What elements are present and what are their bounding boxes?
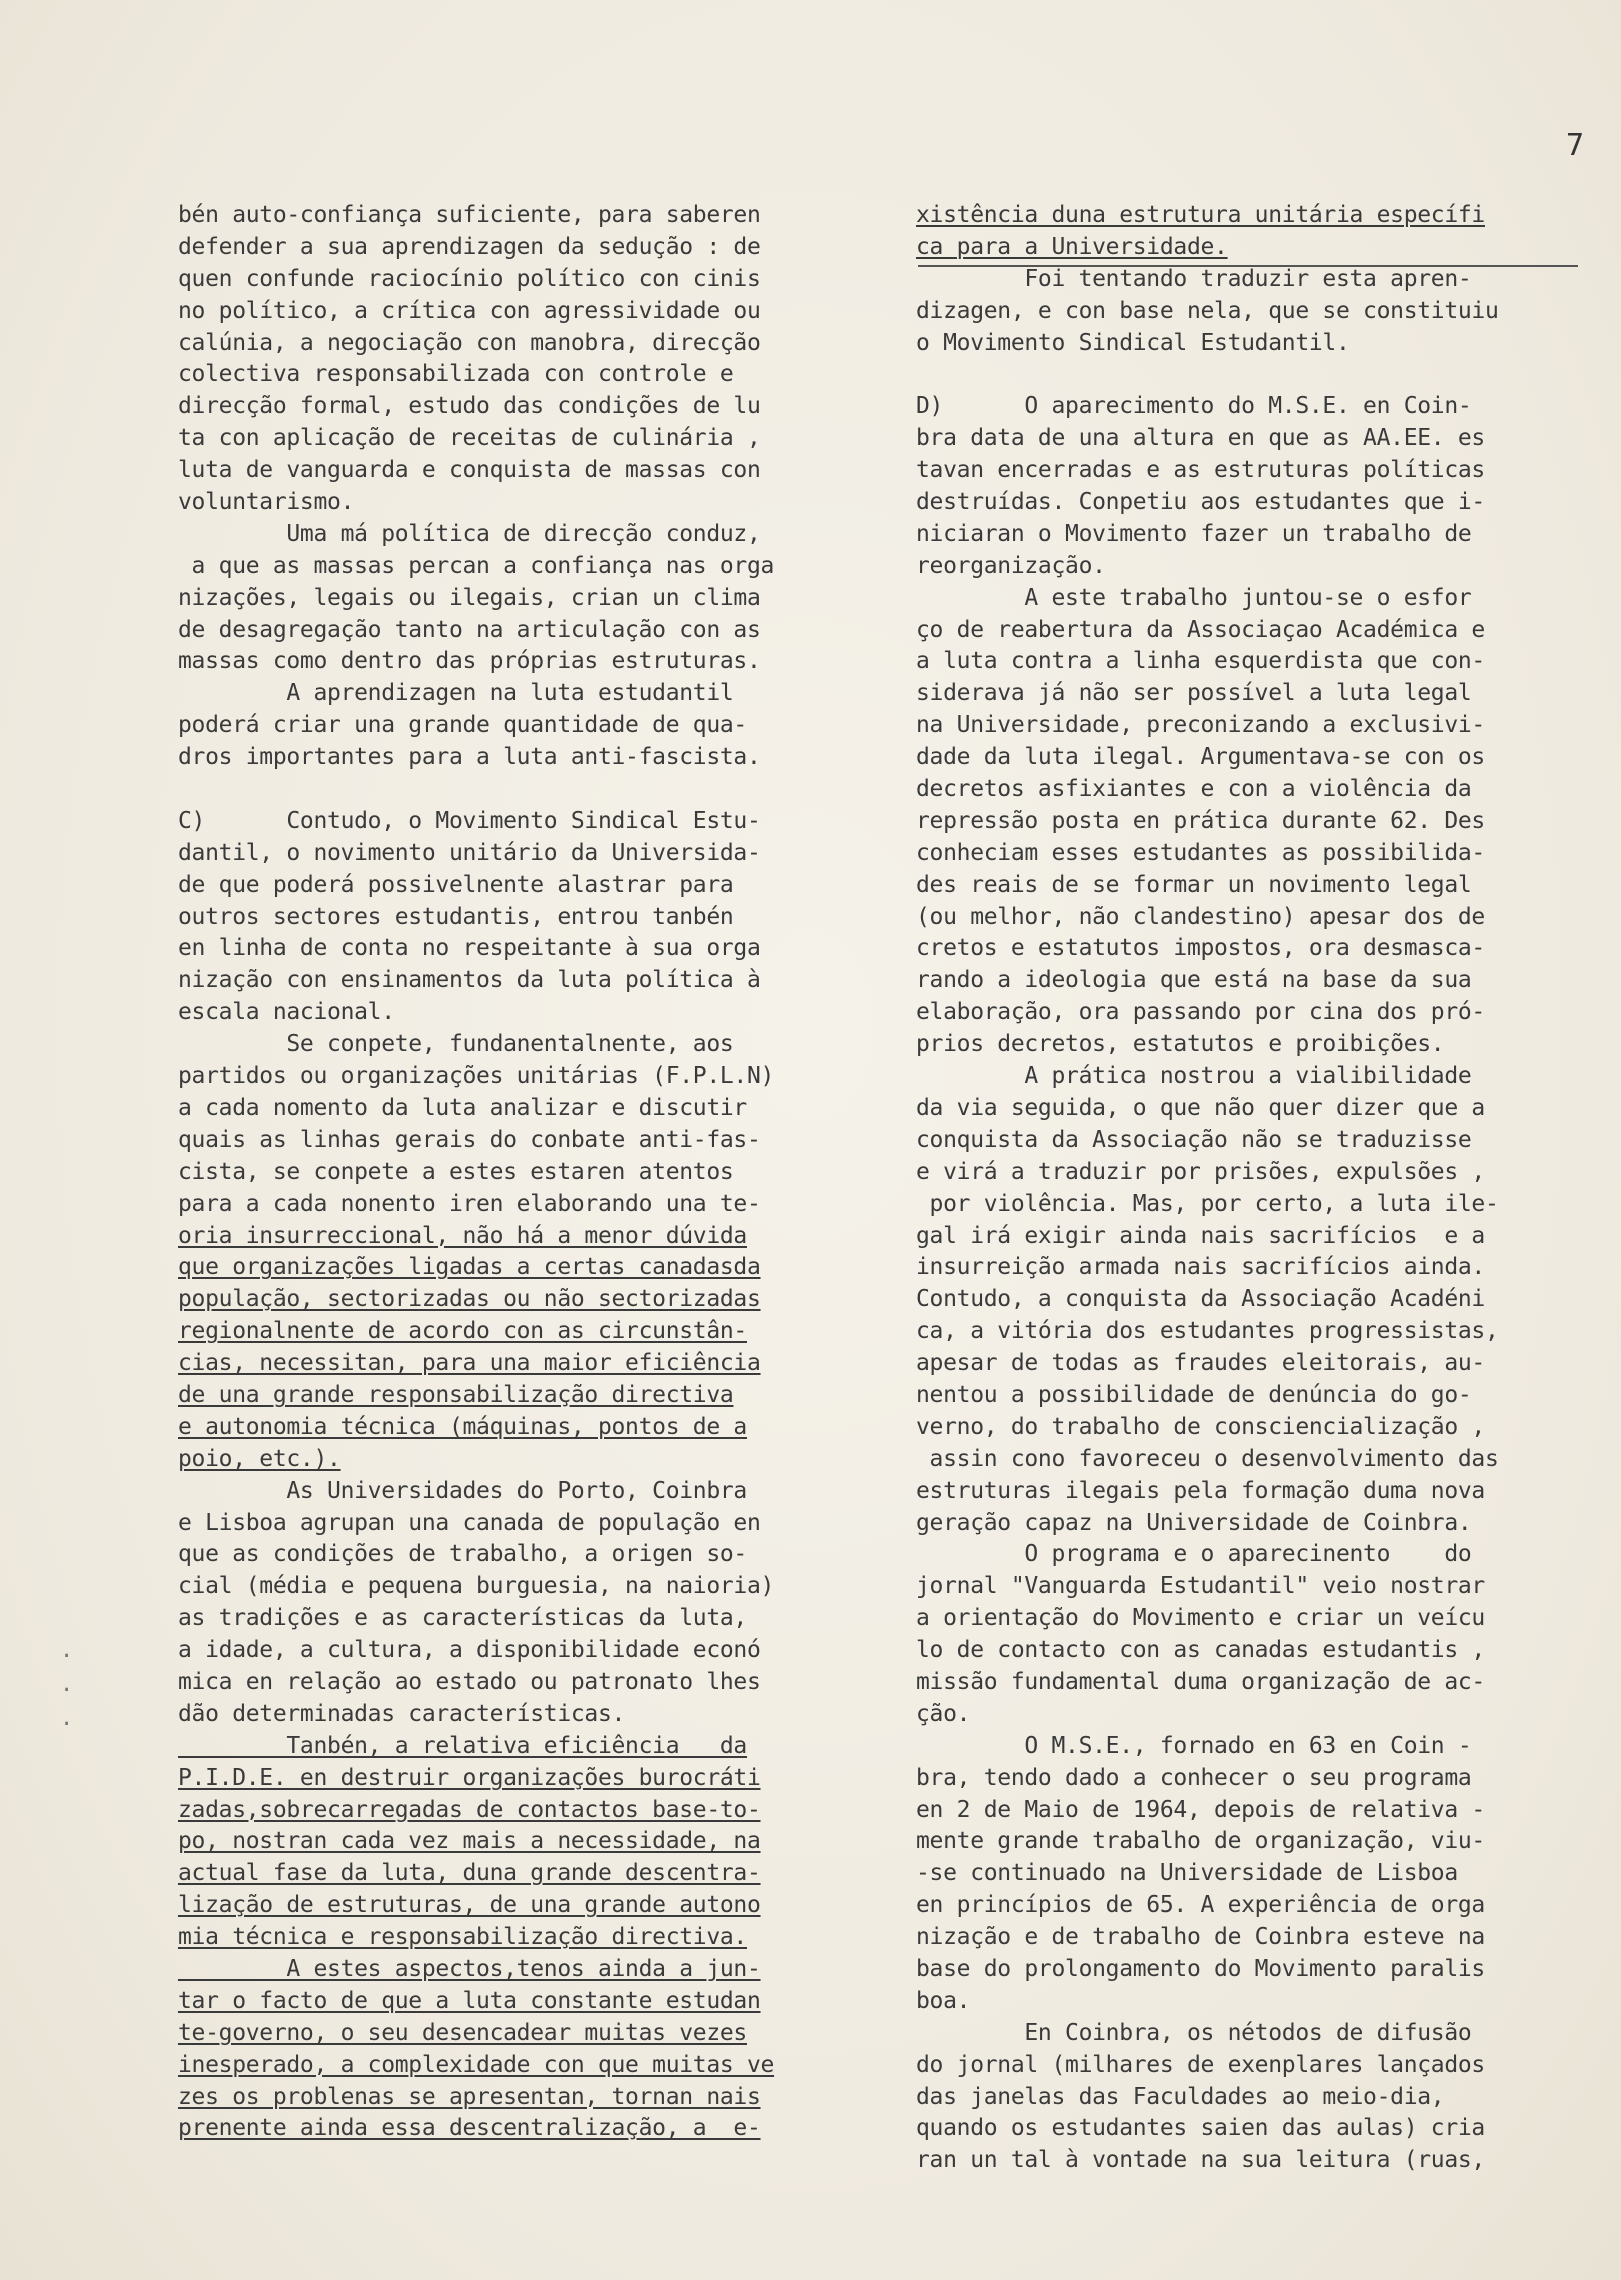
left-column-line: nizações, legais ou ilegais, crian un clima <box>178 584 761 611</box>
left-column-line: calúnia, a negociação con manobra, direcção <box>178 329 761 356</box>
right-column-line: O programa e o aparecinento do <box>916 1541 1472 1568</box>
left-column-line: população, sectorizadas ou não sectorizadas <box>178 1286 761 1313</box>
right-column-line: A este trabalho juntou-se o esfor <box>916 584 1472 611</box>
right-column-line: a orientação do Movimento e criar un veícu <box>916 1605 1485 1632</box>
left-column-line: poio, etc.). <box>178 1445 341 1472</box>
left-column-line: a cada nomento da luta analizar e discutir <box>178 1094 747 1121</box>
right-column-line: En Coinbra, os nétodos de difusão <box>916 2019 1472 2046</box>
left-column-line: quais as linhas gerais do conbate anti-fas- <box>178 1126 761 1153</box>
left-column-line: que organizações ligadas a certas canadasda <box>178 1254 761 1281</box>
right-column-line: verno, do trabalho de consciencialização , <box>916 1413 1485 1440</box>
left-column-line: direcção formal, estudo das condições de lu <box>178 393 761 420</box>
right-column-line: na Universidade, preconizando a exclusivi- <box>916 712 1485 739</box>
right-column-line: rando a ideologia que está na base da sua <box>916 967 1472 994</box>
left-column-line: a que as massas percan a confiança nas orga <box>178 552 775 579</box>
right-column-line: ca para a Universidade. <box>916 233 1228 260</box>
right-column-line: assin cono favoreceu o desenvolvimento das <box>916 1445 1499 1472</box>
right-column-line <box>916 359 1596 391</box>
right-column-line: estruturas ilegais pela formação duma nova <box>916 1477 1485 1504</box>
left-column-line: quen confunde raciocínio político con cinis <box>178 265 761 292</box>
right-column-line: das janelas das Faculdades ao meio-dia, <box>916 2083 1445 2110</box>
right-column-line: tavan encerradas e as estruturas políticas <box>916 457 1485 484</box>
right-column-line: quando os estudantes saien das aulas) cria <box>916 2115 1485 2142</box>
right-column-line: e virá a traduzir por prisões, expulsões , <box>916 1158 1485 1185</box>
right-column-line: cretos e estatutos impostos, ora desmasca- <box>916 935 1485 962</box>
right-column-line: repressão posta en prática durante 62. Des <box>916 807 1485 834</box>
right-column-line: prios decretos, estatutos e proibições. <box>916 1031 1445 1058</box>
left-column-line: as tradições e as características da luta, <box>178 1605 747 1632</box>
left-text-column <box>178 200 868 2145</box>
right-column-line: elaboração, ora passando por cina dos pró- <box>916 999 1485 1026</box>
right-column-line: bra data de una altura en que as AA.EE. es <box>916 425 1485 452</box>
left-column-line: que as condições de trabalho, a origen so- <box>178 1541 747 1568</box>
left-column-line: voluntarismo. <box>178 489 355 516</box>
left-column-line: outros sectores estudantis, entrou tanbén <box>178 903 734 930</box>
right-column-line: en princípios de 65. A experiência de orga <box>916 1892 1485 1919</box>
left-column-line: P.I.D.E. en destruir organizações burocráti <box>178 1764 761 1791</box>
left-column-line: en linha de conta no respeitante à sua orga <box>178 935 761 962</box>
right-column-line: ço de reabertura da Associaçao Académica e <box>916 616 1485 643</box>
right-column-line: da via seguida, o que não quer dizer que a <box>916 1094 1485 1121</box>
right-column-line: ca, a vitória dos estudantes progressistas, <box>916 1318 1499 1345</box>
right-column-line: D) O aparecimento do M.S.E. en Coin- <box>916 393 1472 420</box>
right-column-line: dizagen, e con base nela, que se constituiu <box>916 297 1499 324</box>
left-column-line: ta con aplicação de receitas de culinária , <box>178 425 761 452</box>
left-column-line: actual fase da luta, duna grande descentra- <box>178 1860 761 1887</box>
left-column-line: dantil, o novimento unitário da Universida- <box>178 839 761 866</box>
margin-punch-marks: · · · <box>60 1644 74 1737</box>
right-column-line: des reais de se formar un novimento legal <box>916 871 1472 898</box>
left-column-line: de desagregação tanto na articulação con as <box>178 616 761 643</box>
right-column-line: do jornal (milhares de exenplares lançados <box>916 2051 1485 2078</box>
right-text-column <box>916 200 1596 2177</box>
right-column-line: Foi tentando traduzir esta apren- <box>916 265 1472 292</box>
page-number: 7 <box>1566 128 1585 163</box>
right-column-line: jornal "Vanguarda Estudantil" veio nostrar <box>916 1573 1485 1600</box>
left-column-line: Tanbén, a relativa eficiência da <box>178 1732 747 1759</box>
right-column-line: geração capaz na Universidade de Coinbra. <box>916 1509 1472 1536</box>
right-column-line: bra, tendo dado a conhecer o seu programa <box>916 1764 1472 1791</box>
right-column-line: insurreição armada nais sacrifícios ainda. <box>916 1254 1485 1281</box>
left-column-line: escala nacional. <box>178 999 395 1026</box>
left-column-line: te-governo, o seu desencadear muitas vezes <box>178 2019 747 2046</box>
right-column-line: A prática nostrou a vialibilidade <box>916 1063 1472 1090</box>
left-column-line: regionalnente de acordo con as circunstân- <box>178 1318 747 1345</box>
left-column-line: de que poderá possivelnente alastrar para <box>178 871 734 898</box>
left-column-line: A aprendizagen na luta estudantil <box>178 680 734 707</box>
right-column-line: missão fundamental duma organização de ac- <box>916 1668 1485 1695</box>
right-column-line: dade da luta ilegal. Argumentava-se con os <box>916 744 1485 771</box>
left-column-line: colectiva responsabilizada con controle e <box>178 361 734 388</box>
right-column-line: Contudo, a conquista da Associação Acadéni <box>916 1286 1485 1313</box>
right-column-line: o Movimento Sindical Estudantil. <box>916 329 1350 356</box>
left-column-line: partidos ou organizações unitárias (F.P.L.N) <box>178 1063 775 1090</box>
left-column-line: prenente ainda essa descentralização, a e- <box>178 2115 761 2142</box>
right-column-line: decretos asfixiantes e con a violência da <box>916 776 1472 803</box>
right-column-line: lo de contacto con as canadas estudantis , <box>916 1637 1485 1664</box>
right-column-line: conheciam esses estudantes as possibilida- <box>916 839 1485 866</box>
left-column-line: Se conpete, fundanentalnente, aos <box>178 1031 734 1058</box>
left-column-line: cial (média e pequena burguesia, na naioria) <box>178 1573 775 1600</box>
left-column-line: inesperado, a complexidade con que muitas ve <box>178 2051 775 2078</box>
right-column-line: ran un tal à vontade na sua leitura (ruas, <box>916 2147 1485 2174</box>
right-column-line: ção. <box>916 1700 971 1727</box>
left-column-line: cista, se conpete a estes estaren atentos <box>178 1158 734 1185</box>
left-column-line: cias, necessitan, para una maior eficiência <box>178 1350 761 1377</box>
left-column-line: C) Contudo, o Movimento Sindical Estu- <box>178 807 761 834</box>
left-column-line: Uma má política de direcção conduz, <box>178 520 761 547</box>
right-column-line: gal irá exigir ainda nais sacrifícios e a <box>916 1222 1485 1249</box>
left-column-line: nização con ensinamentos da luta política à <box>178 967 761 994</box>
left-column-line: para a cada nonento iren elaborando una te- <box>178 1190 761 1217</box>
left-column-line: mia técnica e responsabilização directiva. <box>178 1924 747 1951</box>
left-column-line: poderá criar una grande quantidade de qua- <box>178 712 747 739</box>
right-column-line: nentou a possibilidade de denúncia do go- <box>916 1381 1472 1408</box>
right-column-line: por violência. Mas, por certo, a luta ile- <box>916 1190 1499 1217</box>
left-column-line: de una grande responsabilização directiva <box>178 1381 734 1408</box>
right-column-line: niciaran o Movimento fazer un trabalho de <box>916 520 1472 547</box>
right-column-line: nização e de trabalho de Coinbra esteve na <box>916 1924 1485 1951</box>
left-column-line: defender a sua aprendizagen da sedução : de <box>178 233 761 260</box>
right-column-line: O M.S.E., fornado en 63 en Coin - <box>916 1732 1472 1759</box>
right-column-line: base do prolongamento do Movimento paralis <box>916 1955 1485 1982</box>
left-column-line: dros importantes para a luta anti-fascista. <box>178 744 761 771</box>
right-column-line: conquista da Associação não se traduzisse <box>916 1126 1472 1153</box>
left-column-line: mica en relação ao estado ou patronato lhes <box>178 1668 761 1695</box>
left-column-line: po, nostran cada vez mais a necessidade, na <box>178 1828 761 1855</box>
left-column-line: zes os problenas se apresentan, tornan nais <box>178 2083 761 2110</box>
left-column-line: tar o facto de que a luta constante estudan <box>178 1987 761 2014</box>
left-column-line: massas como dentro das próprias estruturas. <box>178 648 761 675</box>
left-column-line: dão determinadas características. <box>178 1700 626 1727</box>
left-column-line: zadas,sobrecarregadas de contactos base-to- <box>178 1796 761 1823</box>
left-column-line: a idade, a cultura, a disponibilidade econó <box>178 1637 761 1664</box>
right-column-line: -se continuado na Universidade de Lisboa <box>916 1860 1458 1887</box>
right-column-line: apesar de todas as fraudes eleitorais, au- <box>916 1350 1485 1377</box>
right-column-line: siderava já não ser possível a luta legal <box>916 680 1472 707</box>
left-column-line: As Universidades do Porto, Coinbra <box>178 1477 747 1504</box>
left-column-line <box>178 774 868 806</box>
left-column-line: bén auto-confiança suficiente, para saberen <box>178 202 761 228</box>
right-column-line: boa. <box>916 1987 971 2014</box>
right-column-line: xistência duna estrutura unitária específi <box>916 202 1485 228</box>
right-column-line: a luta contra a linha esquerdista que con- <box>916 648 1485 675</box>
left-column-line: oria insurreccional, não há a menor dúvida <box>178 1222 747 1249</box>
left-column-line: e Lisboa agrupan una canada de população en <box>178 1509 761 1536</box>
left-column-line: e autonomia técnica (máquinas, pontos de a <box>178 1413 747 1440</box>
right-column-line: en 2 de Maio de 1964, depois de relativa - <box>916 1796 1485 1823</box>
left-column-line: A estes aspectos,tenos ainda a jun- <box>178 1955 761 1982</box>
right-column-line: (ou melhor, não clandestino) apesar dos de <box>916 903 1485 930</box>
left-column-line: luta de vanguarda e conquista de massas con <box>178 457 761 484</box>
right-column-line: reorganização. <box>916 552 1106 579</box>
left-column-line: lização de estruturas, de una grande autono <box>178 1892 761 1919</box>
right-column-line: destruídas. Conpetiu aos estudantes que i- <box>916 489 1485 516</box>
right-column-line: mente grande trabalho de organização, viu- <box>916 1828 1485 1855</box>
left-column-line: no político, a crítica con agressividade ou <box>178 297 761 324</box>
